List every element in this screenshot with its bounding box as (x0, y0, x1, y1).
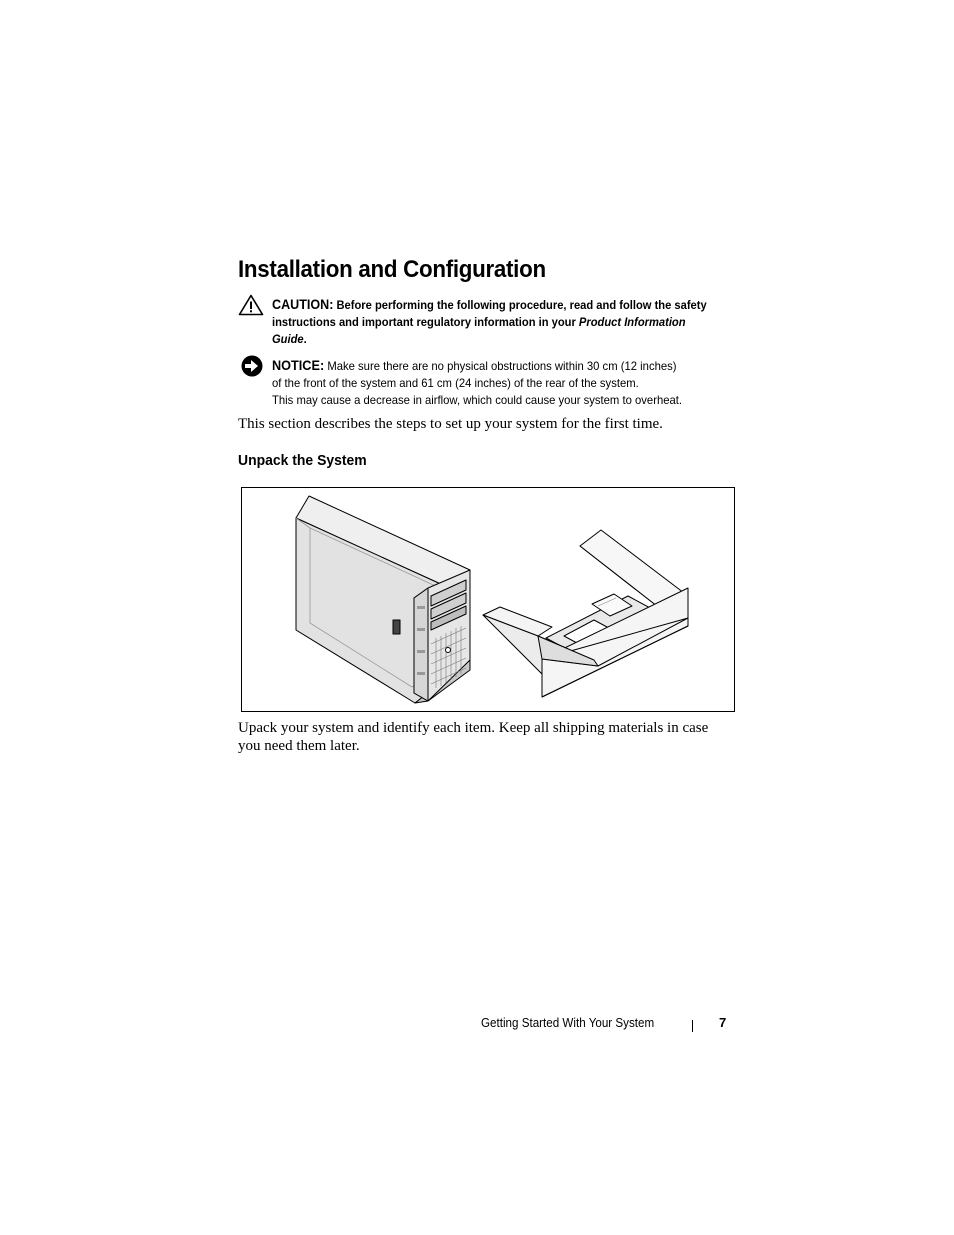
notice-note (272, 357, 682, 409)
page-title: Installation and Configuration (238, 256, 546, 283)
section-heading: Unpack the System (238, 452, 367, 469)
notice-line-1: Make sure there are no physical obstructions within 30 cm (12 inches) (327, 359, 677, 373)
caution-label: CAUTION: (272, 297, 334, 312)
intro-paragraph: This section describes the steps to set up your system for the first time. (238, 416, 663, 432)
notice-arrow-icon (240, 354, 266, 376)
product-information-guide-title: Product Information (578, 315, 686, 329)
notice-label: NOTICE: (272, 358, 325, 373)
caution-line-3-end: . (303, 332, 307, 346)
unpack-line-1: Upack your system and identify each item. Keep all shipping materials in case (238, 720, 709, 736)
product-information-guide-title-end: Guide (272, 332, 304, 346)
notice-line-3: This may cause a decrease in airflow, which could cause your system to overheat. (272, 393, 683, 407)
caution-note (272, 296, 707, 348)
footer-title: Getting Started With Your System (481, 1016, 655, 1030)
caution-line-1: Before performing the following procedure, read and follow the safety (336, 298, 707, 312)
notice-line-2: of the front of the system and 61 cm (24 inches) of the rear of the system. (272, 376, 639, 390)
warning-triangle-icon (238, 294, 264, 316)
caution-line-2: instructions and important regulatory information in your (272, 315, 579, 329)
footer-divider (692, 1020, 693, 1032)
page-number: 7 (719, 1015, 727, 1030)
server-tower-and-open-box-illustration (242, 488, 736, 713)
unpack-figure (241, 487, 735, 712)
unpack-line-2: you need them later. (238, 738, 360, 754)
